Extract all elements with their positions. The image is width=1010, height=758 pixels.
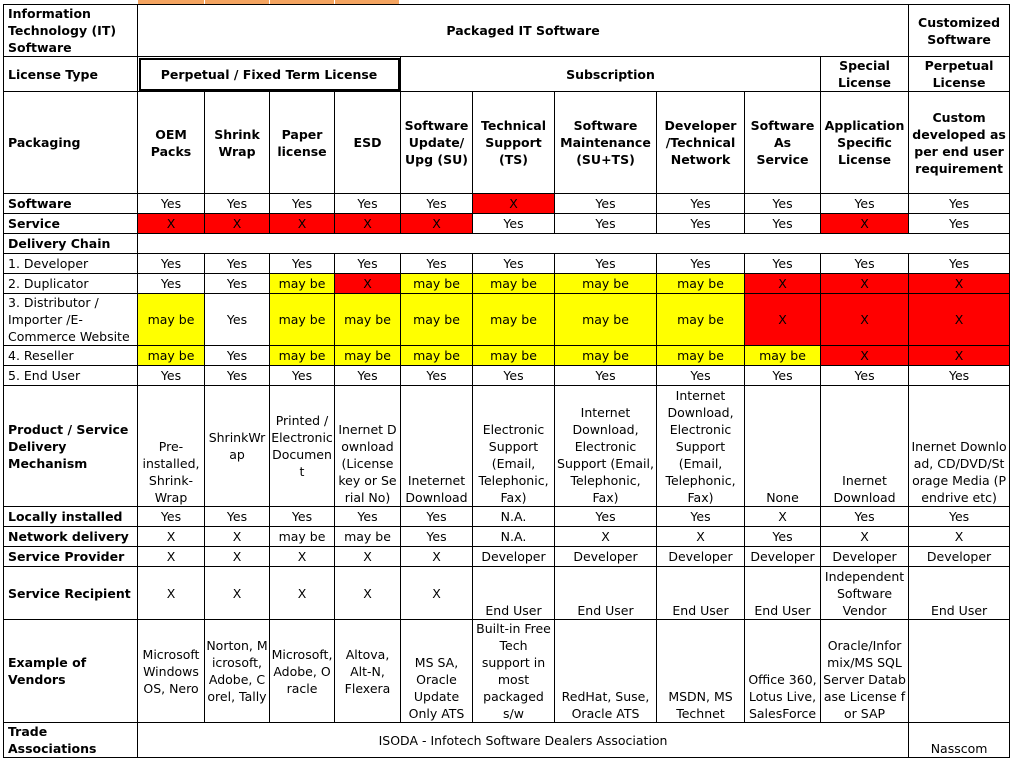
table-cell: may be bbox=[335, 294, 401, 346]
table-cell: Yes bbox=[335, 507, 401, 527]
table-cell: Yes bbox=[909, 507, 1010, 527]
row-label: Service Recipient bbox=[4, 567, 138, 620]
table-cell: may be bbox=[473, 274, 555, 294]
table-cell: may be bbox=[657, 346, 745, 366]
table-cell: X bbox=[335, 567, 401, 620]
table-cell: Inernet Download, CD/DVD/Storage Media (Pendrive etc) bbox=[909, 386, 1010, 507]
table-cell: Norton, Microsoft, Adobe, Corel, Tally bbox=[205, 620, 270, 723]
table-cell: Developer bbox=[555, 547, 657, 567]
table-cell: Oracle/Informix/MS SQL Server Database License for SAP bbox=[821, 620, 909, 723]
table-cell: Yes bbox=[555, 507, 657, 527]
table-cell: Yes bbox=[138, 507, 205, 527]
table-cell: Yes bbox=[401, 366, 473, 386]
table-cell: may be bbox=[270, 346, 335, 366]
table-cell: X bbox=[909, 274, 1010, 294]
table-cell: None bbox=[745, 386, 821, 507]
row-label: Example of Vendors bbox=[4, 620, 138, 723]
table-cell: Yes bbox=[205, 294, 270, 346]
table-cell: Office 360, Lotus Live, SalesForce bbox=[745, 620, 821, 723]
table-cell: Yes bbox=[745, 194, 821, 214]
table-cell: X bbox=[138, 527, 205, 547]
table-cell: Yes bbox=[909, 254, 1010, 274]
service-row bbox=[4, 214, 1010, 234]
table-cell: Inernet Download (License key or Serial No) bbox=[335, 386, 401, 507]
table-cell: Yes bbox=[657, 214, 745, 234]
table-cell: X bbox=[555, 527, 657, 547]
row-label: 3. Distributor / Importer /E-Commerce Website bbox=[4, 294, 138, 346]
row-label: Delivery Chain bbox=[4, 234, 138, 254]
packaging-col-oem: OEM Packs bbox=[138, 92, 205, 194]
table-cell: X bbox=[205, 527, 270, 547]
nasscom-cell: Nasscom bbox=[909, 723, 1010, 758]
table-cell: Yes bbox=[270, 366, 335, 386]
packaging-col-custom: Custom developed as per end user requirement bbox=[909, 92, 1010, 194]
table-cell: X bbox=[821, 274, 909, 294]
customized-software-header: Customized Software bbox=[909, 5, 1010, 57]
service-recipient-row bbox=[4, 567, 1010, 620]
table-cell: may be bbox=[138, 346, 205, 366]
table-cell-empty bbox=[138, 234, 1010, 254]
vendors-row bbox=[4, 620, 1010, 723]
packaging-col-shrink: Shrink Wrap bbox=[205, 92, 270, 194]
table-cell: End User bbox=[473, 567, 555, 620]
packaging-col-ts: Technical Support (TS) bbox=[473, 92, 555, 194]
packaging-col-maintenance: Software Maintenance (SU+TS) bbox=[555, 92, 657, 194]
table-cell: Yes bbox=[745, 214, 821, 234]
packaging-col-saas: Software As Service bbox=[745, 92, 821, 194]
table-cell: may be bbox=[138, 294, 205, 346]
table-cell: Yes bbox=[138, 274, 205, 294]
header-row bbox=[4, 5, 1010, 57]
table-cell: X bbox=[821, 527, 909, 547]
table-cell: Inernet Download bbox=[821, 386, 909, 507]
table-cell: Yes bbox=[205, 366, 270, 386]
row-label: Software bbox=[4, 194, 138, 214]
row-label: 4. Reseller bbox=[4, 346, 138, 366]
table-cell: Yes bbox=[745, 254, 821, 274]
row-label: 5. End User bbox=[4, 366, 138, 386]
table-cell: may be bbox=[745, 346, 821, 366]
table-cell: Yes bbox=[335, 254, 401, 274]
developer-row bbox=[4, 254, 1010, 274]
table-cell: X bbox=[205, 567, 270, 620]
table-cell: X bbox=[821, 346, 909, 366]
special-license-header: Special License bbox=[821, 57, 909, 92]
table-cell: X bbox=[821, 214, 909, 234]
table-cell: X bbox=[335, 547, 401, 567]
table-cell: X bbox=[138, 214, 205, 234]
mechanism-row bbox=[4, 386, 1010, 507]
table-cell: X bbox=[401, 547, 473, 567]
table-cell: X bbox=[657, 527, 745, 547]
table-cell: Yes bbox=[205, 346, 270, 366]
locally-installed-row bbox=[4, 507, 1010, 527]
end-user-row bbox=[4, 366, 1010, 386]
table-cell: Developer bbox=[821, 547, 909, 567]
table-cell: Yes bbox=[657, 194, 745, 214]
table-cell: X bbox=[270, 214, 335, 234]
table-cell: X bbox=[745, 274, 821, 294]
table-cell: X bbox=[270, 547, 335, 567]
table-cell: may be bbox=[335, 346, 401, 366]
table-cell: End User bbox=[745, 567, 821, 620]
table-cell: Developer bbox=[745, 547, 821, 567]
table-cell: Yes bbox=[138, 254, 205, 274]
table-cell: may be bbox=[270, 294, 335, 346]
table-cell: Developer bbox=[473, 547, 555, 567]
packaging-row bbox=[4, 92, 1010, 194]
table-cell: MS SA, Oracle Update Only ATS bbox=[401, 620, 473, 723]
table-cell: Yes bbox=[270, 194, 335, 214]
row-label: Trade Associations bbox=[4, 723, 138, 758]
table-cell: Yes bbox=[205, 274, 270, 294]
table-cell: Developer bbox=[657, 547, 745, 567]
packaging-col-paper: Paper license bbox=[270, 92, 335, 194]
table-cell: Microsoft Windows OS, Nero bbox=[138, 620, 205, 723]
table-cell: may be bbox=[657, 274, 745, 294]
software-row bbox=[4, 194, 1010, 214]
table-cell: X bbox=[335, 214, 401, 234]
duplicator-row bbox=[4, 274, 1010, 294]
table-cell: X bbox=[401, 214, 473, 234]
table-cell: Pre-installed, Shrink-Wrap bbox=[138, 386, 205, 507]
table-cell: Yes bbox=[657, 366, 745, 386]
table-cell: Yes bbox=[555, 254, 657, 274]
table-cell: X bbox=[401, 567, 473, 620]
network-delivery-row bbox=[4, 527, 1010, 547]
table-cell: X bbox=[745, 294, 821, 346]
table-cell: Yes bbox=[657, 507, 745, 527]
table-cell bbox=[909, 620, 1010, 723]
table-cell: Yes bbox=[555, 366, 657, 386]
table-cell: Yes bbox=[555, 214, 657, 234]
table-cell: X bbox=[909, 294, 1010, 346]
table-cell: Yes bbox=[821, 507, 909, 527]
distributor-row bbox=[4, 294, 1010, 346]
perpetual-license-header: Perpetual / Fixed Term License bbox=[138, 57, 401, 92]
row-label: Product / Service Delivery Mechanism bbox=[4, 386, 138, 507]
table-cell: may be bbox=[473, 346, 555, 366]
table-cell: Yes bbox=[473, 214, 555, 234]
table-cell: X bbox=[205, 547, 270, 567]
table-cell: Yes bbox=[909, 214, 1010, 234]
table-cell: Printed / Electronic Document bbox=[270, 386, 335, 507]
table-cell: Ineternet Download bbox=[401, 386, 473, 507]
table-cell: Yes bbox=[335, 194, 401, 214]
table-cell: Yes bbox=[821, 254, 909, 274]
table-cell: Yes bbox=[909, 366, 1010, 386]
delivery-chain-row bbox=[4, 234, 1010, 254]
table-cell: End User bbox=[909, 567, 1010, 620]
reseller-row bbox=[4, 346, 1010, 366]
table-cell: may be bbox=[270, 527, 335, 547]
table-cell: X bbox=[909, 346, 1010, 366]
header-corner: Information Technology (IT) Software bbox=[4, 5, 138, 57]
table-cell: Internet Download, Electronic Support (Email, Telephonic, Fax) bbox=[555, 386, 657, 507]
packaging-col-su: Software Update/ Upg (SU) bbox=[401, 92, 473, 194]
table-cell: Yes bbox=[205, 507, 270, 527]
table-cell: Yes bbox=[205, 194, 270, 214]
table-cell: RedHat, Suse, Oracle ATS bbox=[555, 620, 657, 723]
table-cell: Yes bbox=[909, 194, 1010, 214]
table-cell: MSDN, MS Technet bbox=[657, 620, 745, 723]
table-cell: Yes bbox=[401, 527, 473, 547]
perpetual-license-custom-header: Perpetual License bbox=[909, 57, 1010, 92]
table-cell: Yes bbox=[401, 507, 473, 527]
table-cell: Yes bbox=[205, 254, 270, 274]
it-software-table bbox=[3, 4, 1010, 758]
row-label: Network delivery bbox=[4, 527, 138, 547]
table-cell: Microsoft, Adobe, Oracle bbox=[270, 620, 335, 723]
table-cell: N.A. bbox=[473, 527, 555, 547]
table-cell: ShrinkWrap bbox=[205, 386, 270, 507]
license-type-row bbox=[4, 57, 1010, 92]
table-cell: may be bbox=[401, 346, 473, 366]
table-cell: X bbox=[138, 567, 205, 620]
table-cell: Independent Software Vendor bbox=[821, 567, 909, 620]
table-cell: End User bbox=[657, 567, 745, 620]
row-label: Service Provider bbox=[4, 547, 138, 567]
subscription-header: Subscription bbox=[401, 57, 821, 92]
table-cell: Yes bbox=[473, 366, 555, 386]
packaging-col-esd: ESD bbox=[335, 92, 401, 194]
table-cell: Yes bbox=[138, 194, 205, 214]
table-cell: Yes bbox=[270, 507, 335, 527]
row-label: 1. Developer bbox=[4, 254, 138, 274]
isoda-cell: ISODA - Infotech Software Dealers Association bbox=[138, 723, 909, 758]
table-cell: may be bbox=[555, 274, 657, 294]
table-cell: Yes bbox=[745, 366, 821, 386]
packaging-label: Packaging bbox=[4, 92, 138, 194]
table-cell: Yes bbox=[473, 254, 555, 274]
license-type-label: License Type bbox=[4, 57, 138, 92]
table-cell: X bbox=[745, 507, 821, 527]
table-cell: N.A. bbox=[473, 507, 555, 527]
table-cell: X bbox=[270, 567, 335, 620]
table-cell: End User bbox=[555, 567, 657, 620]
service-provider-row bbox=[4, 547, 1010, 567]
trade-associations-row bbox=[4, 723, 1010, 758]
table-cell: X bbox=[335, 274, 401, 294]
table-cell: Yes bbox=[657, 254, 745, 274]
table-cell: Internet Download, Electronic Support (Email, Telephonic, Fax) bbox=[657, 386, 745, 507]
table-cell: may be bbox=[401, 274, 473, 294]
table-cell: X bbox=[205, 214, 270, 234]
table-cell: may be bbox=[335, 527, 401, 547]
packaging-col-app-specific: Application Specific License bbox=[821, 92, 909, 194]
table-cell: Electronic Support (Email, Telephonic, Fax) bbox=[473, 386, 555, 507]
table-cell: Yes bbox=[401, 254, 473, 274]
table-cell: Built-in Free Tech support in most packaged s/w bbox=[473, 620, 555, 723]
table-cell: Yes bbox=[821, 194, 909, 214]
table-cell: Yes bbox=[555, 194, 657, 214]
table-cell: Yes bbox=[745, 527, 821, 547]
table-cell: X bbox=[138, 547, 205, 567]
table-cell: Yes bbox=[821, 366, 909, 386]
row-label: Service bbox=[4, 214, 138, 234]
table-cell: may be bbox=[555, 346, 657, 366]
table-cell: Yes bbox=[138, 366, 205, 386]
table-cell: X bbox=[821, 294, 909, 346]
table-cell: Developer bbox=[909, 547, 1010, 567]
row-label: Locally installed bbox=[4, 507, 138, 527]
table-cell: may be bbox=[270, 274, 335, 294]
table-cell: may be bbox=[473, 294, 555, 346]
table-cell: may be bbox=[401, 294, 473, 346]
packaging-col-devnet: Developer /Technical Network bbox=[657, 92, 745, 194]
row-label: 2. Duplicator bbox=[4, 274, 138, 294]
table-cell: Yes bbox=[270, 254, 335, 274]
table-cell: Altova, Alt-N, Flexera bbox=[335, 620, 401, 723]
table-cell: may be bbox=[555, 294, 657, 346]
table-cell: X bbox=[909, 527, 1010, 547]
table-cell: X bbox=[473, 194, 555, 214]
table-cell: Yes bbox=[401, 194, 473, 214]
table-cell: Yes bbox=[335, 366, 401, 386]
table-cell: may be bbox=[657, 294, 745, 346]
packaged-software-header: Packaged IT Software bbox=[138, 5, 909, 57]
